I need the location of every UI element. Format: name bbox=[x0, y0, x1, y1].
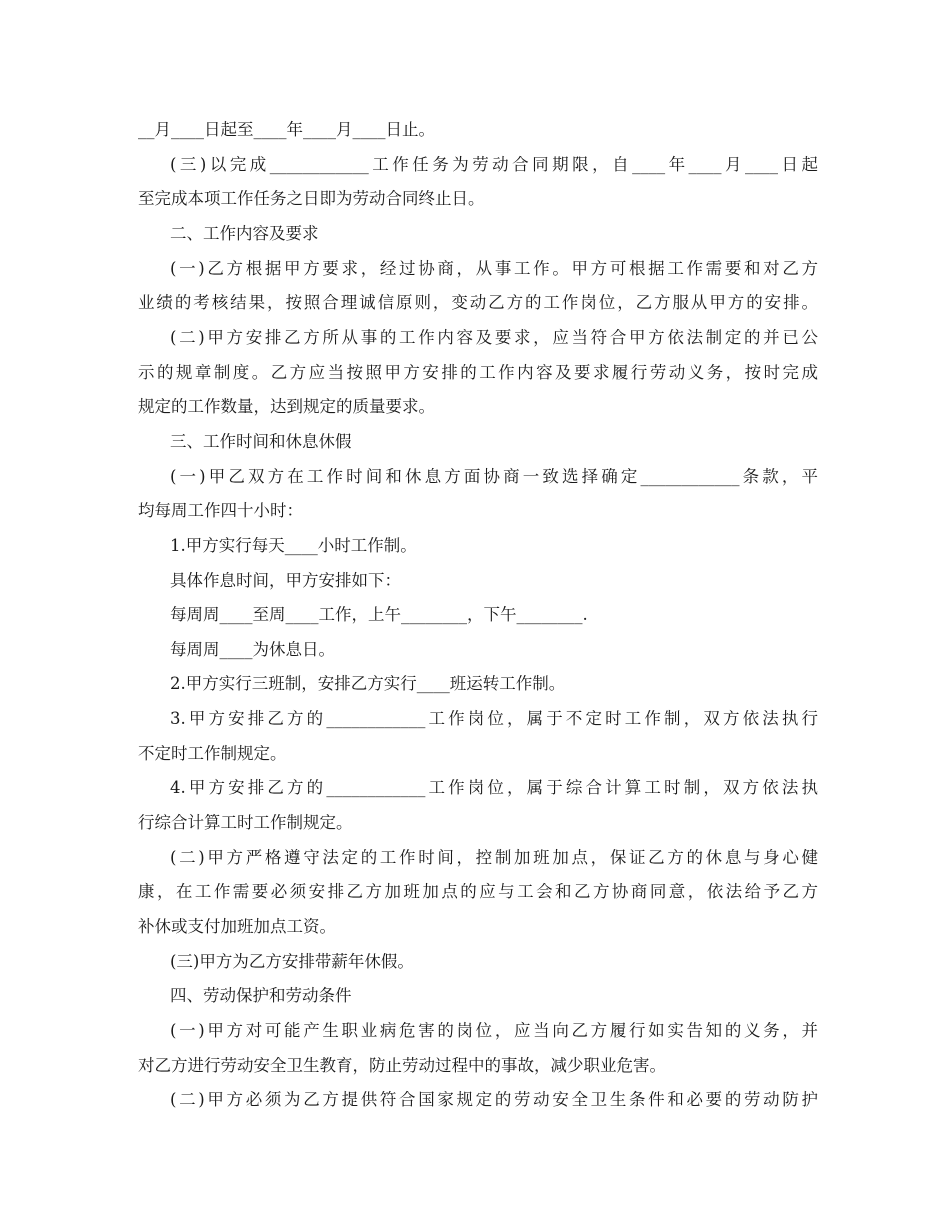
text-line: 示的规章制度。乙方应当按照甲方安排的工作内容及要求履行劳动义务，按时完成 bbox=[138, 362, 818, 382]
text-line: 具体作息时间，甲方安排如下： bbox=[170, 570, 401, 590]
section-heading: 四、劳动保护和劳动条件 bbox=[170, 986, 352, 1006]
text-line: (三)以完成____________工作任务为劳动合同期限，自____年____月____日起 bbox=[170, 154, 818, 174]
text-line: 2.甲方实行三班制，安排乙方实行____班运转工作制。 bbox=[170, 674, 566, 694]
text-line: 康，在工作需要必须安排乙方加班加点的应与工会和乙方协商同意，依法给予乙方 bbox=[138, 882, 818, 902]
text-line: 补休或支付加班加点工资。 bbox=[138, 916, 336, 936]
text-line: 4.甲方安排乙方的____________工作岗位，属于综合计算工时制，双方依法执 bbox=[170, 778, 818, 798]
text-line: (一)乙方根据甲方要求，经过协商，从事工作。甲方可根据工作需要和对乙方 bbox=[170, 258, 818, 278]
text-line: (二)甲方必须为乙方提供符合国家规定的劳动安全卫生条件和必要的劳动防护 bbox=[170, 1090, 818, 1110]
text-line: (三)甲方为乙方安排带薪年休假。 bbox=[170, 951, 414, 971]
section-heading: 二、工作内容及要求 bbox=[170, 223, 319, 243]
text-line: 每周周____为休息日。 bbox=[170, 639, 335, 659]
text-line: (一)甲乙双方在工作时间和休息方面协商一致选择确定____________条款，平 bbox=[170, 466, 818, 486]
text-line: 规定的工作数量，达到规定的质量要求。 bbox=[138, 397, 435, 417]
text-line: 对乙方进行劳动安全卫生教育，防止劳动过程中的事故，减少职业危害。 bbox=[138, 1055, 666, 1075]
text-line: 业绩的考核结果，按照合理诚信原则，变动乙方的工作岗位，乙方服从甲方的安排。 bbox=[138, 293, 818, 313]
text-line: 3.甲方安排乙方的____________工作岗位，属于不定时工作制，双方依法执行 bbox=[170, 709, 818, 728]
text-line: 均每周工作四十小时： bbox=[138, 501, 303, 521]
text-line: 至完成本项工作任务之日即为劳动合同终止日。 bbox=[138, 189, 485, 209]
text-line: 每周周____至周____工作，上午________，下午________. bbox=[170, 605, 588, 625]
section-heading: 三、工作时间和休息休假 bbox=[170, 431, 352, 451]
text-line: __月____日起至____年____月____日止。 bbox=[138, 120, 435, 139]
text-line: 1.甲方实行每天____小时工作制。 bbox=[170, 535, 417, 555]
text-line: (一)甲方对可能产生职业病危害的岗位，应当向乙方履行如实告知的义务，并 bbox=[170, 1020, 818, 1040]
text-line: (二)甲方严格遵守法定的工作时间，控制加班加点，保证乙方的休息与身心健 bbox=[170, 847, 818, 867]
text-line: 行综合计算工时工作制规定。 bbox=[138, 813, 353, 832]
text-line: (二)甲方安排乙方所从事的工作内容及要求，应当符合甲方依法制定的并已公 bbox=[170, 327, 818, 347]
text-line: 不定时工作制规定。 bbox=[138, 743, 287, 763]
